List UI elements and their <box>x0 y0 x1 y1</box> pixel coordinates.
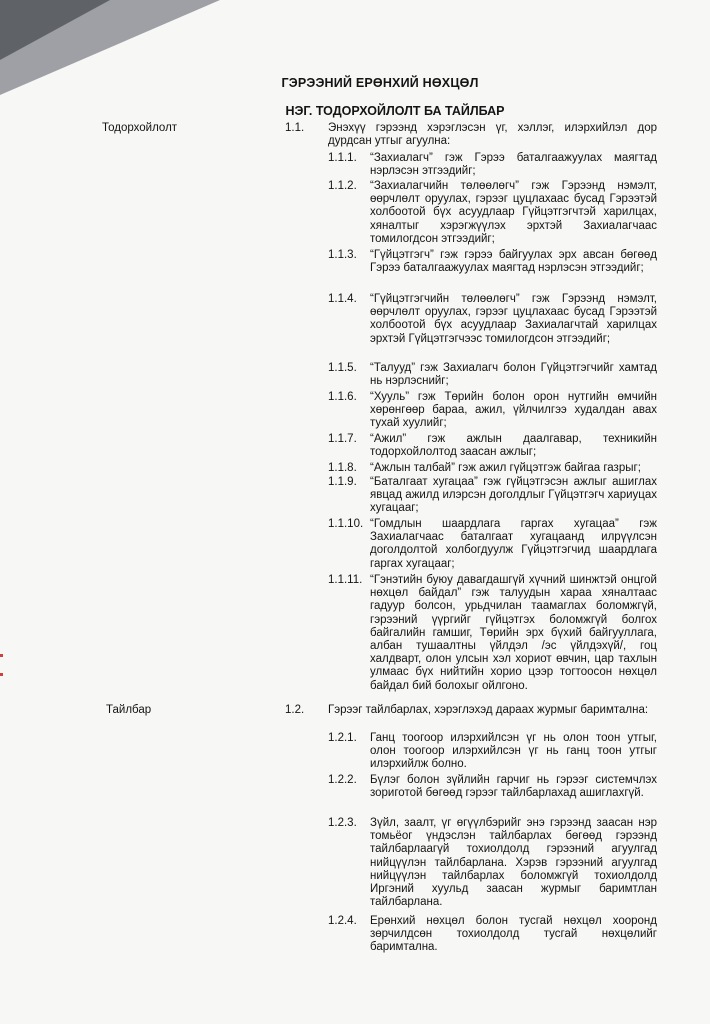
rule-number: 1.2.2. <box>328 774 357 786</box>
definition-text: “Ажлын талбай” гэж ажил гүйцэтгэж байгаа газрыг; <box>370 462 641 474</box>
definition-text: “Талууд” гэж Захиалагч болон Гүйцэтгэгчийг хамтад нь нэрлэснийг; <box>370 362 657 388</box>
definition-text: “Захиалагчийн төлөөлөгч” гэж Гэрээнд нэмэлт, өөрчлөлт оруулах, гэрээг цуцлахаас бусад Гэрээтэй холбоотой бүх асуудлаар Гүйцэтгэгчтэй харилцах, хяналтыг хэрэгжүүлэх эрхтэй Захиалагчаас томилогдсон этгээдийг; <box>370 180 657 245</box>
definition-number: 1.1.9. <box>328 476 357 488</box>
definition-text: “Захиалагч” гэж Гэрээ баталгаажуулах маягтад нэрлэсэн этгээдийг; <box>370 152 657 178</box>
definition-text: “Баталгаат хугацаа” гэж гүйцэтгэсэн ажлыг ашиглах явцад ажилд илэрсэн доголдлыг Гүйцэтгэгч хариуцах хугацааг; <box>370 476 657 515</box>
definition-number: 1.1.8. <box>328 462 357 474</box>
definition-number: 1.1.4. <box>328 293 357 305</box>
clause-1-2-number: 1.2. <box>285 704 305 716</box>
clause-1-1-number: 1.1. <box>285 122 305 134</box>
definition-text: “Гүйцэтгэгч” гэж гэрээ байгуулах эрх авсан бөгөөд Гэрээ баталгаажуулах маягтад нэрлэсэн этгээдийг; <box>370 249 657 275</box>
scan-shadow-corner-dark <box>0 0 110 60</box>
definition-text: “Гүйцэтгэгчийн төлөөлөгч” гэж Гэрээнд нэмэлт, өөрчлөлт оруулах, гэрээг цуцлахаас бусад Гэрээтэй холбоотой бүх асуудлаар Захиалагчтай харилцах эрхтэй Гүйцэтгэгчээс томилогдсон этгээдийг; <box>370 293 657 345</box>
definition-number: 1.1.1. <box>328 152 357 164</box>
definition-text: “Хууль” гэж Төрийн болон орон нутгийн өмчийн хөрөнгөөр бараа, ажил, үйлчилгээ худалдан авах тухай хуулийг; <box>370 391 657 430</box>
scan-edge-mark <box>0 673 3 676</box>
document-title: ГЭРЭЭНИЙ ЕРӨНХИЙ НӨХЦӨЛ <box>281 76 479 90</box>
side-label-definitions: Тодорхойлолт <box>102 122 178 134</box>
clause-1-2-text: Гэрээг тайлбарлах, хэрэглэхэд дараах журмыг баримталнa: <box>328 704 649 716</box>
scan-edge-mark <box>0 654 3 657</box>
definition-text: “Гэнэтийн буюу давагдашгүй хүчний шинжтэй онцгой нөхцөл байдал” гэж талуудын хараа хяналтаас гадуур болсон, урьдчилан таамаглах боломжгүй, гэрээний үүргийг гүйцэтгэх боломжгүй болгох байгалийн гамшиг, Төрийн эрх бүхий байгууллага, албан тушаалтны үйлдэл /эс үйлдэхүй/, гоц халдварт, олон улсын хэл хориот өвчин, цар тахлын улмаас бүх нийтийн хорио цээр тогтоосон нөхцөл байдал бий болохыг ойлгоно. <box>370 574 657 692</box>
definition-number: 1.1.2. <box>328 180 357 192</box>
rule-number: 1.2.4. <box>328 915 357 927</box>
definition-number: 1.1.3. <box>328 249 357 261</box>
definition-number: 1.1.6. <box>328 391 357 403</box>
definition-text: “Гомдлын шаардлага гаргах хугацаа” гэж Захиалагчаас баталгаат хугацаанд илрүүлсэн доголдолтой холбогдуулж Гүйцэтгэгчид шаардлага гаргах хугацааг; <box>370 518 657 570</box>
rule-text: Бүлэг болон зүйлийн гарчиг нь гэрээг системчлэх зориготой бөгөөд гэрээг тайлбарлахад ашиглахгүй. <box>370 774 657 800</box>
definition-text: “Ажил” гэж ажлын даалгавар, техникийн тодорхойлолтод заасан ажлыг; <box>370 433 657 459</box>
side-label-interpretation: Тайлбар <box>106 704 152 716</box>
section-title: НЭГ. ТОДОРХОЙЛОЛТ БА ТАЙЛБАР <box>285 104 505 118</box>
definition-number: 1.1.5. <box>328 362 357 374</box>
rule-text: Зүйл, заалт, үг өгүүлбэрийг энэ гэрээнд заасан нэр томьёог үндэслэн тайлбарлах бөгөөд гэрээнд тайлбарлаагүй тохиолдолд гэрээний агуулгад нийцүүлэн тайлбарлана. Хэрэв гэрээний агуулгад нийцүүлэн тайлбарлах боломжгүй тохиолдолд Иргэний хуульд заасан журмыг баримтлан тайлбарлана. <box>370 817 657 909</box>
rule-number: 1.2.1. <box>328 732 357 744</box>
definition-number: 1.1.7. <box>328 433 357 445</box>
definition-number: 1.1.10. <box>328 518 364 530</box>
rule-text: Ганц тоогоор илэрхийлсэн үг нь олон тоон утгыг, олон тоогоор илэрхийлсэн үг нь ганц тоон утгыг илэрхийлж болно. <box>370 732 657 771</box>
definition-number: 1.1.11. <box>328 574 363 586</box>
clause-1-1-text: Энэхүү гэрээнд хэрэглэсэн үг, хэллэг, илэрхийлэл дор дурдсан утгыг агуулна: <box>328 122 657 148</box>
rule-text: Ерөнхий нөхцөл болон тусгай нөхцөл хооронд зөрчилдсөн тохиолдолд тусгай нөхцөлийг баримтална. <box>370 915 657 954</box>
rule-number: 1.2.3. <box>328 817 357 829</box>
